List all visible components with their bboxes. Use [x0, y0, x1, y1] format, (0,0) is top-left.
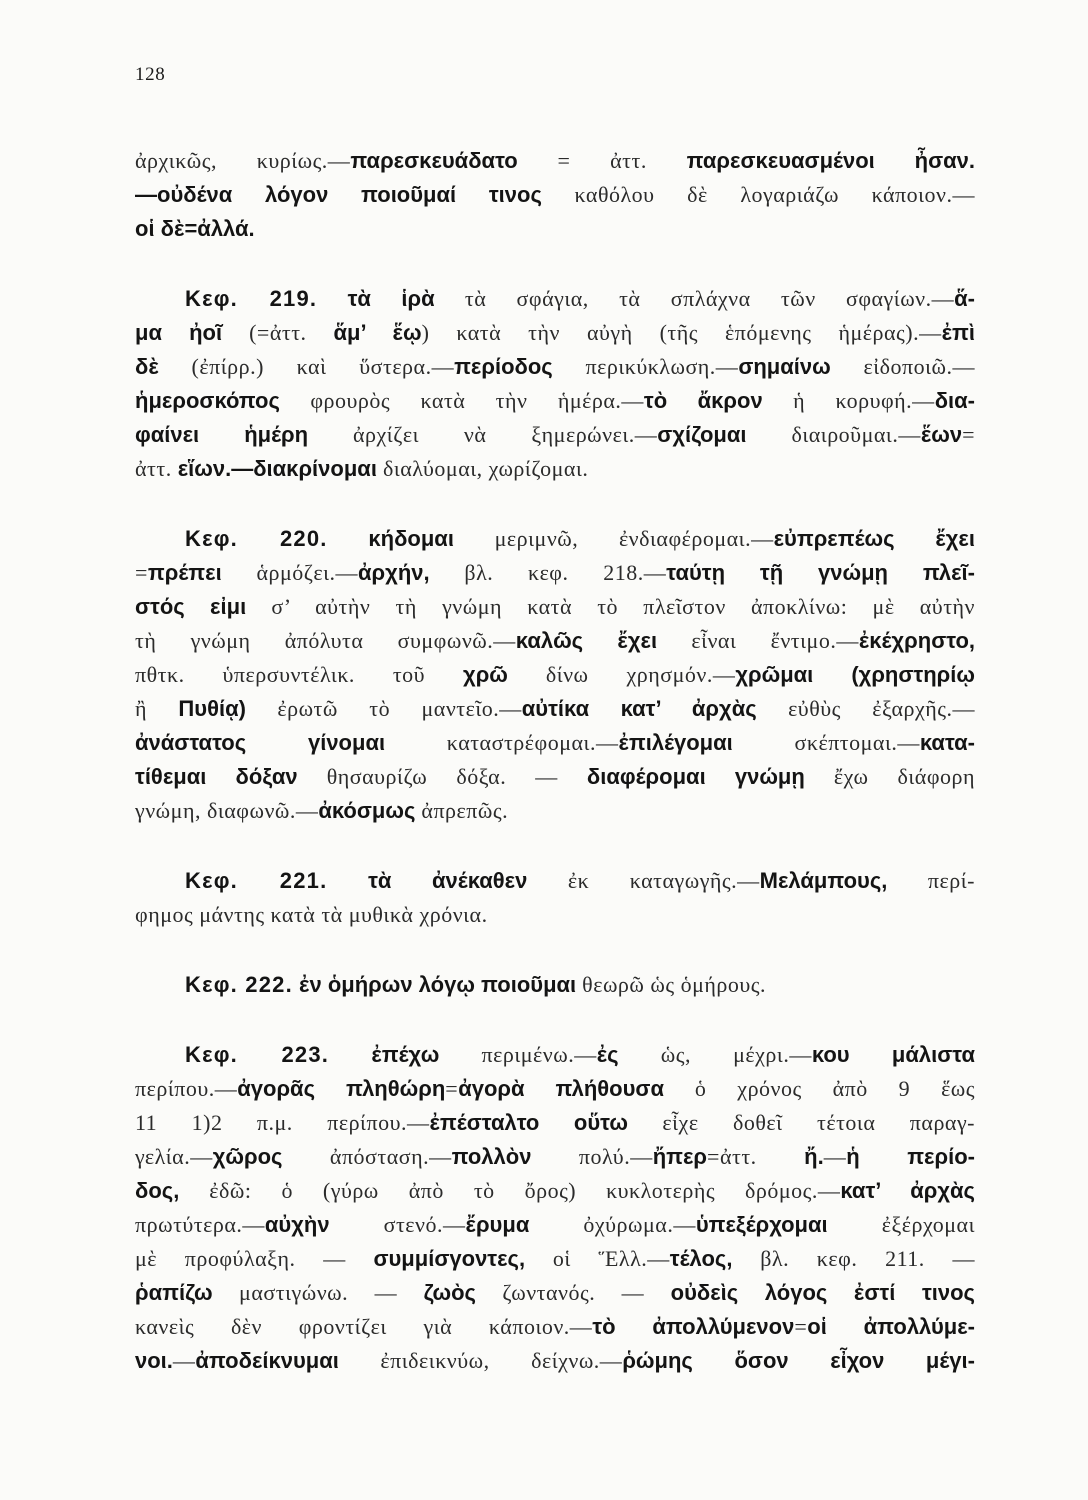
- chapter-label: Κεφ. 223.: [185, 1042, 330, 1067]
- gloss: ἐκ καταγωγῆς.—: [527, 868, 760, 893]
- gloss: εἶναι ἔντιμο.—: [657, 628, 859, 653]
- gloss: ὁ χρόνος ἀπὸ 9 ἕως: [663, 1076, 976, 1101]
- gloss: 11 1)2 π.μ. περίπου.—: [135, 1110, 430, 1135]
- text-line: [135, 968, 975, 1002]
- headword: ἔρυμα: [465, 1212, 530, 1237]
- headword: ἕων: [920, 422, 963, 447]
- headword: τὸ ἀπολλύμενον: [592, 1314, 795, 1339]
- headword: νοι.: [135, 1348, 173, 1373]
- gloss: τὴ γνώμη ἀπόλυτα συμφωνῶ.—: [135, 628, 516, 653]
- gloss: ἀττ.: [135, 456, 178, 481]
- headword: ἐπέσταλτο οὕτω: [429, 1110, 628, 1135]
- headword: καλῶς ἔχει: [515, 628, 658, 653]
- headword: οἱ ἀπολλύμε-: [807, 1314, 975, 1339]
- gloss: περιμένω.—: [439, 1042, 597, 1067]
- text-line: [135, 212, 975, 246]
- text-line: [135, 658, 975, 692]
- gloss: (=ἀττ.: [222, 320, 334, 345]
- headword: ἀρχήν,: [358, 560, 430, 585]
- text-line: [135, 1344, 975, 1378]
- gloss: = ἀττ.: [517, 148, 687, 173]
- gloss: κανεὶς δὲν φροντίζει γιὰ κάποιον.—: [135, 1314, 593, 1339]
- gloss: (ἐπίρρ.) καὶ ὕστερα.—: [158, 354, 455, 379]
- text-block: [135, 144, 975, 1378]
- gloss: =: [135, 560, 148, 585]
- headword: τὸ ἄκρον: [643, 388, 763, 413]
- gloss: φημος μάντης κατὰ τὰ μυθικὰ χρόνια.: [135, 902, 488, 927]
- gloss: ἐπιδεικνύω, δείχνω.—: [338, 1348, 623, 1373]
- headword: Μελάμπους,: [759, 868, 888, 893]
- gloss: βλ. κεφ. 218.—: [429, 560, 667, 585]
- gloss: =: [962, 422, 976, 447]
- text-line: [135, 1208, 975, 1242]
- text-line: [135, 590, 975, 624]
- headword: ἀποδείκνυμαι: [195, 1348, 339, 1373]
- gloss: ἐξέρχομαι: [827, 1212, 975, 1237]
- gloss: ἔχω διάφορη: [804, 764, 976, 789]
- gloss: =ἀττ.: [707, 1144, 805, 1169]
- headword: κου μάλιστα: [811, 1042, 975, 1067]
- gloss: ἀπρεπῶς.: [415, 798, 509, 823]
- headword: Πυθίᾳ): [178, 696, 246, 721]
- text-line: [135, 178, 975, 212]
- chapter-paragraph: [135, 864, 975, 932]
- headword: τίθεμαι δόξαν: [135, 764, 298, 789]
- headword: χρῶμαι (χρηστηρίῳ: [735, 662, 975, 687]
- gloss: πθτκ. ὑπερσυντέλικ. τοῦ: [135, 662, 464, 687]
- headword: παρεσκευάδατο: [350, 148, 518, 173]
- gloss: πολύ.—: [531, 1144, 653, 1169]
- chapter-label: Κεφ. 222.: [185, 972, 293, 997]
- headword: κατ’ ἀρχὰς: [840, 1178, 975, 1203]
- gloss: εὐθὺς ἐξαρχῆς.—: [756, 696, 975, 721]
- text-line: [135, 1242, 975, 1276]
- text-line: [135, 624, 975, 658]
- headword: οἱ δὲ=ἀλλά.: [135, 216, 255, 241]
- headword: δος,: [135, 1178, 180, 1203]
- gloss: σ’ αὐτὴν τὴ γνώμη κατὰ τὸ πλεῖστον ἀποκλίνω: μὲ αὐτὴν: [246, 594, 975, 619]
- headword: στός εἰμι: [135, 594, 247, 619]
- gloss: ἢ: [135, 696, 179, 721]
- gloss: ἀρχικῶς, κυρίως.—: [135, 148, 351, 173]
- text-line: [135, 384, 975, 418]
- gloss: φρουρὸς κατὰ τὴν ἡμέρα.—: [279, 388, 644, 413]
- headword: ἅ-: [954, 286, 975, 311]
- gloss: θεωρῶ ὡς ὁμήρους.: [576, 972, 766, 997]
- text-line: [135, 452, 975, 486]
- gloss: σκέπτομαι.—: [732, 730, 920, 755]
- headword: κήδομαι: [327, 526, 454, 551]
- headword: πολλὸν: [451, 1144, 532, 1169]
- headword: φαίνει ἡμέρη: [135, 422, 309, 447]
- headword: παρεσκευασμένοι ἦσαν.: [686, 148, 975, 173]
- text-line: [135, 1140, 975, 1174]
- headword: συμμίσγοντες,: [373, 1246, 526, 1271]
- text-line: [135, 556, 975, 590]
- headword: δια-: [934, 388, 975, 413]
- headword: ἅμ’ ἕῳ: [333, 320, 422, 345]
- headword: ἤπερ: [652, 1144, 708, 1169]
- headword: μα ἠοῖ: [135, 320, 223, 345]
- chapter-paragraph: [135, 282, 975, 486]
- continuation-paragraph: [135, 144, 975, 246]
- text-line: [135, 794, 975, 828]
- text-line: [135, 760, 975, 794]
- headword: ἀνάστατος γίνομαι: [135, 730, 386, 755]
- headword: ἐν ὁμήρων λόγῳ ποιοῦμαι: [292, 972, 577, 997]
- gloss: στενό.—: [329, 1212, 466, 1237]
- headword: ἐκέχρηστο,: [858, 628, 975, 653]
- gloss: =: [794, 1314, 808, 1339]
- headword: ἀγορᾶς πληθώρη: [237, 1076, 446, 1101]
- text-line: [135, 522, 975, 556]
- chapter-label: Κεφ. 219.: [185, 286, 318, 311]
- text-line: [135, 1038, 975, 1072]
- gloss: ἁρμόζει.—: [221, 560, 359, 585]
- text-line: [135, 1276, 975, 1310]
- headword: ἡ περίο-: [846, 1144, 975, 1169]
- headword: περίοδος: [454, 354, 553, 379]
- gloss: ζωντανός. —: [475, 1280, 671, 1305]
- headword: ῥαπίζω: [135, 1280, 213, 1305]
- chapter-paragraph: [135, 968, 975, 1002]
- text-line: [135, 864, 975, 898]
- headword: αὐχὴν: [264, 1212, 330, 1237]
- page-number: 128: [135, 64, 166, 85]
- gloss: περίπου.—: [135, 1076, 238, 1101]
- chapter-label: Κεφ. 221.: [185, 868, 328, 893]
- text-line: [135, 144, 975, 178]
- gloss: μαστιγώνω. —: [212, 1280, 424, 1305]
- headword: ῥώμης ὅσον εἶχον μέγι-: [622, 1348, 975, 1373]
- gloss: γνώμη, διαφωνῶ.—: [135, 798, 319, 823]
- headword: —οὐδένα λόγον ποιοῦμαί τινος: [135, 182, 542, 207]
- headword: πρέπει: [147, 560, 222, 585]
- chapter-label: Κεφ. 220.: [185, 526, 328, 551]
- gloss: —: [172, 1348, 196, 1373]
- headword: δὲ: [135, 354, 159, 379]
- headword: ταύτῃ τῇ γνώμῃ πλεῖ-: [666, 560, 975, 585]
- text-line: [135, 1310, 975, 1344]
- headword: ζωὸς: [423, 1280, 476, 1305]
- gloss: καθόλου δὲ λογαριάζω κάποιον.—: [541, 182, 975, 207]
- text-line: [135, 726, 975, 760]
- gloss: θησαυρίζω δόξα. —: [297, 764, 587, 789]
- headword: ὑπεξέρχομαι: [695, 1212, 828, 1237]
- headword: τέλος,: [669, 1246, 733, 1271]
- gloss: εἰδοποιῶ.—: [830, 354, 975, 379]
- gloss: ἐδῶ: ὁ (γύρω ἀπὸ τὸ ὄρος) κυκλοτερὴς δρόμος.—: [179, 1178, 841, 1203]
- gloss: ἐρωτῶ τὸ μαντεῖο.—: [245, 696, 522, 721]
- gloss: ὀχύρωμα.—: [529, 1212, 696, 1237]
- gloss: εἶχε δοθεῖ τέτοια παραγ-: [627, 1110, 975, 1135]
- text-line: [135, 1072, 975, 1106]
- gloss: ἀπόσταση.—: [282, 1144, 452, 1169]
- headword: κατα-: [919, 730, 976, 755]
- gloss: βλ. κεφ. 211. —: [732, 1246, 975, 1271]
- text-line: [135, 418, 975, 452]
- gloss: μὲ προφύλαξη. —: [135, 1246, 374, 1271]
- headword: ἡμεροσκόπος: [135, 388, 280, 413]
- headword: εἵων.—διακρίνομαι: [177, 456, 377, 481]
- gloss: ἀρχίζει νὰ ξημερώνει.—: [308, 422, 658, 447]
- headword: ἐπὶ: [941, 320, 975, 345]
- chapter-paragraph: [135, 522, 975, 828]
- headword: εὐπρεπέως ἔχει: [773, 526, 975, 551]
- gloss: —: [823, 1144, 847, 1169]
- headword: ἐπέχω: [329, 1042, 440, 1067]
- headword: τὰ ἀνέκαθεν: [327, 868, 528, 893]
- headword: ἀκόσμως: [318, 798, 416, 823]
- gloss: περικύκλωση.—: [552, 354, 739, 379]
- headword: αὐτίκα κατ’ ἀρχὰς: [521, 696, 757, 721]
- text-line: [135, 1106, 975, 1140]
- headword: ἐπιλέγομαι: [618, 730, 733, 755]
- gloss: καταστρέφομαι.—: [385, 730, 619, 755]
- headword: ἐς: [596, 1042, 619, 1067]
- text-line: [135, 898, 975, 932]
- text-line: [135, 316, 975, 350]
- gloss: ) κατὰ τὴν αὐγὴ (τῆς ἑπόμενης ἡμέρας).—: [421, 320, 942, 345]
- headword: σημαίνω: [738, 354, 831, 379]
- gloss: διαλύομαι, χωρίζομαι.: [376, 456, 589, 481]
- gloss: οἱ Ἕλλ.—: [525, 1246, 670, 1271]
- headword: τὰ ἱρὰ: [317, 286, 435, 311]
- gloss: πρωτύτερα.—: [135, 1212, 265, 1237]
- gloss: περί-: [887, 868, 975, 893]
- text-line: [135, 350, 975, 384]
- headword: ἀγορὰ πλήθουσα: [458, 1076, 664, 1101]
- gloss: ἡ κορυφή.—: [762, 388, 935, 413]
- text-line: [135, 1174, 975, 1208]
- headword: χῶρος: [212, 1144, 283, 1169]
- gloss: γελία.—: [135, 1144, 213, 1169]
- chapter-paragraph: [135, 1038, 975, 1378]
- text-line: [135, 282, 975, 316]
- text-line: [135, 692, 975, 726]
- gloss: δίνω χρησμόν.—: [507, 662, 736, 687]
- headword: χρῶ: [463, 662, 508, 687]
- gloss: διαιροῦμαι.—: [746, 422, 921, 447]
- gloss: μεριμνῶ, ἐνδιαφέρομαι.—: [453, 526, 774, 551]
- gloss: =: [445, 1076, 459, 1101]
- headword: σχίζομαι: [657, 422, 747, 447]
- headword: διαφέρομαι γνώμῃ: [586, 764, 805, 789]
- gloss: ὡς, μέχρι.—: [618, 1042, 812, 1067]
- headword: ἤ.: [804, 1144, 824, 1169]
- headword: οὐδεὶς λόγος ἐστί τινος: [670, 1280, 975, 1305]
- gloss: τὰ σφάγια, τὰ σπλάχνα τῶν σφαγίων.—: [434, 286, 955, 311]
